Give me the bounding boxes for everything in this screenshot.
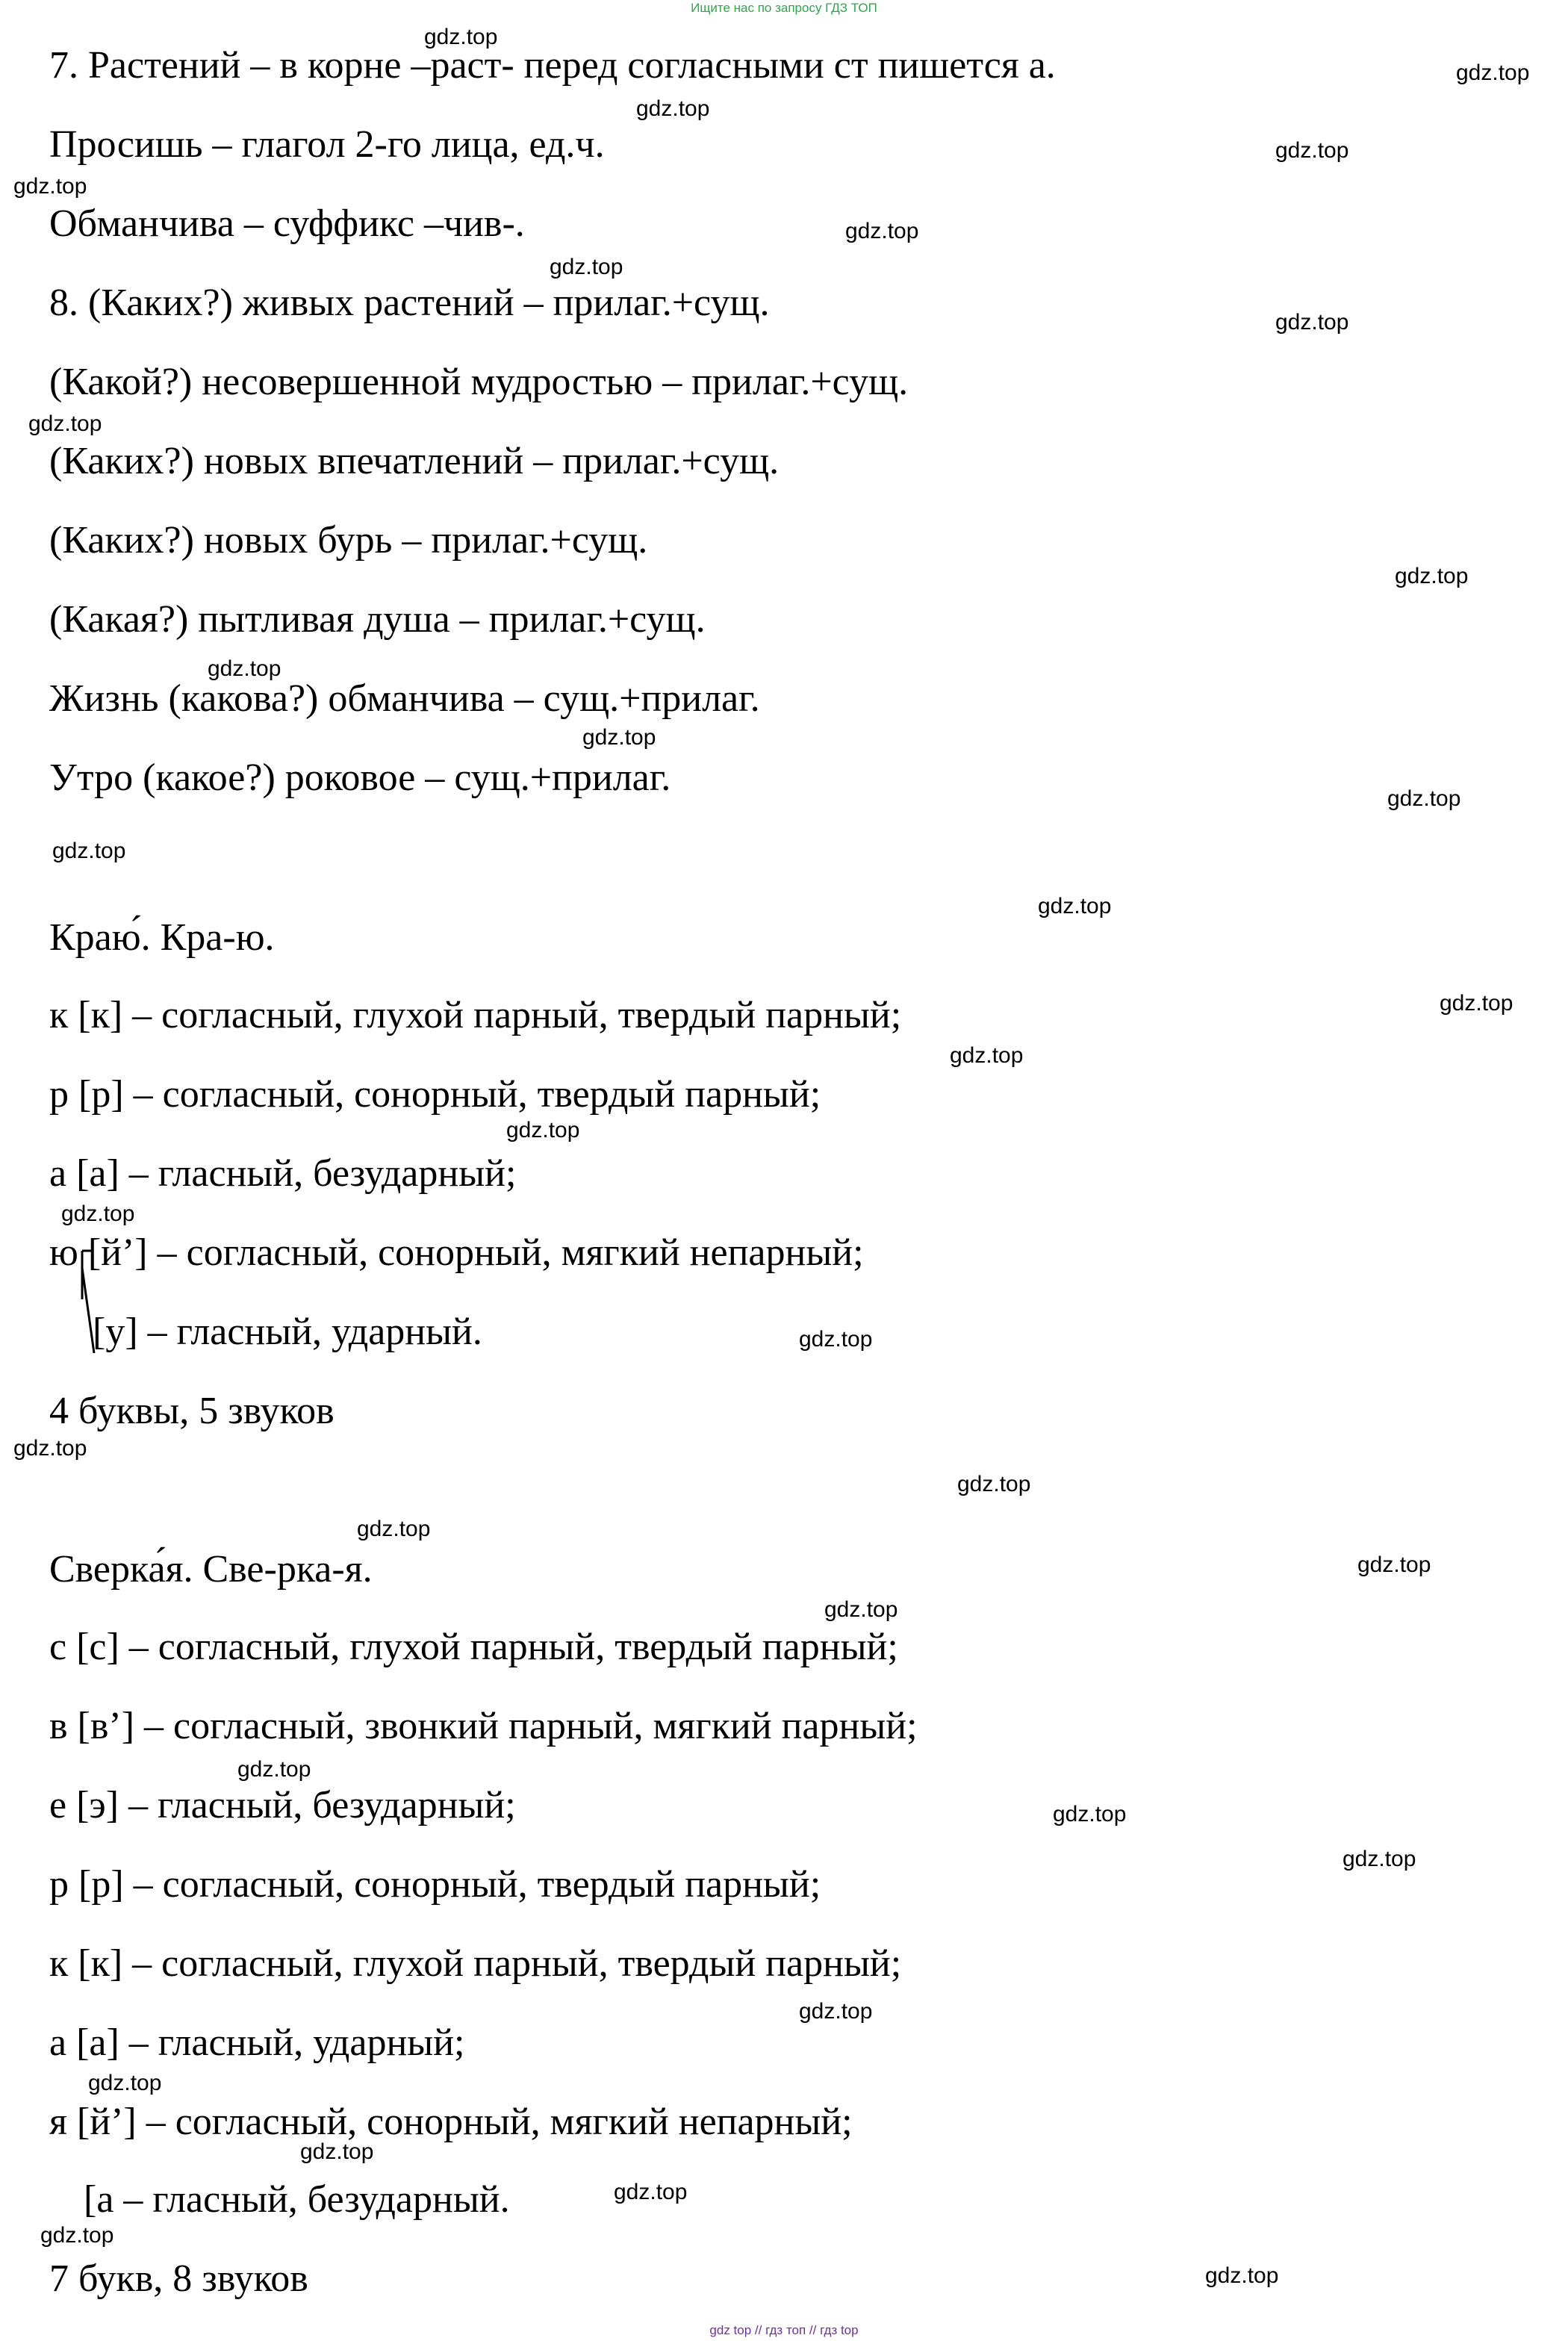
text-line: Обманчива – суффикс –чив-. xyxy=(49,202,525,245)
text-line: р [р] – согласный, сонорный, твердый парный; xyxy=(49,1863,821,1906)
text-line: Утро (какое?) роковое – сущ.+прилаг. xyxy=(49,756,671,799)
watermark: gdz.top xyxy=(845,219,919,243)
text-line: а [а] – гласный, безударный; xyxy=(49,1152,517,1195)
watermark: gdz.top xyxy=(300,2139,374,2164)
text-line: Жизнь (какова?) обманчива – сущ.+прилаг. xyxy=(49,677,760,720)
text-line: е [э] – гласный, безударный; xyxy=(49,1784,516,1827)
watermark: gdz.top xyxy=(1275,310,1349,335)
watermark: gdz.top xyxy=(506,1118,580,1142)
text-line: с [с] – согласный, глухой парный, твердый парный; xyxy=(49,1626,898,1668)
watermark: gdz.top xyxy=(636,96,710,121)
watermark: gdz.top xyxy=(13,174,87,199)
text-line: р [р] – согласный, сонорный, твердый парный; xyxy=(49,1073,821,1116)
text-line: 4 буквы, 5 звуков xyxy=(49,1390,335,1432)
bottom-banner: gdz top // гдз топ // гдз top xyxy=(709,2323,859,2337)
watermark: gdz.top xyxy=(357,1517,431,1541)
watermark: gdz.top xyxy=(550,255,623,279)
watermark: gdz.top xyxy=(1440,991,1513,1016)
watermark: gdz.top xyxy=(88,2071,162,2095)
text-line: я [й’] – согласный, сонорный, мягкий непарный; xyxy=(49,2101,853,2143)
top-banner: Ищите нас по запросу ГДЗ ТОП xyxy=(691,1,877,15)
watermark: gdz.top xyxy=(1456,60,1530,85)
watermark: gdz.top xyxy=(950,1043,1024,1068)
text-line: а [а] – гласный, ударный; xyxy=(49,2021,465,2064)
watermark: gdz.top xyxy=(28,411,102,436)
text-line: (Каких?) новых впечатлений – прилаг.+сущ. xyxy=(49,440,780,482)
text-line: (Какая?) пытливая душа – прилаг.+сущ. xyxy=(49,598,706,641)
watermark: gdz.top xyxy=(1275,138,1349,163)
watermark: gdz.top xyxy=(40,2223,114,2248)
text-line: (Каких?) новых бурь – прилаг.+сущ. xyxy=(49,519,648,562)
watermark: gdz.top xyxy=(208,656,281,681)
watermark: gdz.top xyxy=(52,839,126,863)
text-line: Краю́. Кра-ю. xyxy=(49,916,275,959)
watermark: gdz.top xyxy=(799,1327,873,1352)
watermark: gdz.top xyxy=(237,1757,311,1782)
text-line: [у] – гласный, ударный. xyxy=(93,1311,482,1353)
watermark: gdz.top xyxy=(1357,1552,1431,1577)
text-line: 7 букв, 8 звуков xyxy=(49,2257,308,2300)
watermark: gdz.top xyxy=(824,1597,898,1622)
text-line: (Какой?) несовершенной мудростью – прилаг.+сущ. xyxy=(49,361,909,403)
text-line: к [к] – согласный, глухой парный, твердый парный; xyxy=(49,1942,902,1985)
text-line: ю [й’] – согласный, сонорный, мягкий непарный; xyxy=(49,1231,864,1274)
text-line: 8. (Каких?) живых растений – прилаг.+сущ. xyxy=(49,282,770,324)
text-line: [а – гласный, безударный. xyxy=(84,2178,510,2221)
watermark: gdz.top xyxy=(614,2180,688,2204)
watermark: gdz.top xyxy=(799,1999,873,2024)
text-line: Сверка́я. Све-рка-я. xyxy=(49,1548,373,1591)
text-line: в [в’] – согласный, звонкий парный, мягкий парный; xyxy=(49,1705,918,1747)
watermark: gdz.top xyxy=(1053,1802,1127,1827)
watermark: gdz.top xyxy=(1343,1847,1416,1871)
watermark: gdz.top xyxy=(1038,894,1112,918)
watermark: gdz.top xyxy=(582,725,656,750)
watermark: gdz.top xyxy=(1205,2263,1279,2288)
watermark: gdz.top xyxy=(424,25,498,49)
text-line: Просишь – глагол 2-го лица, ед.ч. xyxy=(49,123,605,166)
watermark: gdz.top xyxy=(1387,786,1461,811)
text-line: к [к] – согласный, глухой парный, твердый парный; xyxy=(49,994,902,1036)
watermark: gdz.top xyxy=(13,1436,87,1461)
watermark: gdz.top xyxy=(957,1472,1031,1496)
watermark: gdz.top xyxy=(61,1201,135,1226)
text-line: 7. Растений – в корне –раст- перед согласными ст пишется а. xyxy=(49,44,1056,87)
watermark: gdz.top xyxy=(1395,564,1469,588)
